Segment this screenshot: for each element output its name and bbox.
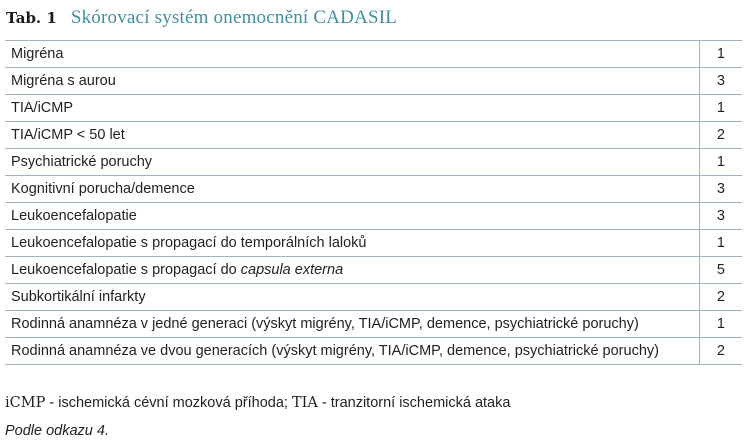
row-score: 3 — [699, 176, 742, 203]
row-score: 1 — [699, 149, 742, 176]
table-row — [5, 230, 742, 257]
table-row — [5, 95, 742, 122]
table-row — [5, 257, 742, 284]
row-score: 2 — [699, 284, 742, 311]
row-item: Subkortikální infarkty — [5, 284, 699, 311]
abbr-tia-definition: - tranzitorní ischemická ataka — [317, 395, 511, 411]
row-item: Rodinná anamnéza ve dvou generacích (výskyt migrény, TIA/iCMP, demence, psychiatrické poruchy) — [5, 338, 699, 365]
table-caption — [6, 7, 397, 29]
row-score: 1 — [699, 311, 742, 338]
row-item-italic-term: capsula externa — [240, 262, 344, 278]
table-row — [5, 176, 742, 203]
row-item: Kognitivní porucha/demence — [5, 176, 699, 203]
table-row — [5, 68, 742, 95]
abbreviations-footnote — [5, 395, 510, 411]
source-note: Podle odkazu 4. — [5, 423, 109, 439]
row-score: 1 — [699, 41, 742, 68]
row-score: 3 — [699, 68, 742, 95]
abbr-icmp: iCMP — [5, 395, 46, 411]
row-item — [5, 257, 699, 284]
table-row — [5, 41, 742, 68]
row-score: 2 — [699, 122, 742, 149]
row-score: 1 — [699, 230, 742, 257]
table-row — [5, 149, 742, 176]
table-row — [5, 338, 742, 365]
row-score: 5 — [699, 257, 742, 284]
row-item-text: Leukoencefalopatie s propagací do — [11, 262, 241, 278]
table-row — [5, 122, 742, 149]
table-row — [5, 203, 742, 230]
row-score: 1 — [699, 95, 742, 122]
row-item: Rodinná anamnéza v jedné generaci (výskyt migrény, TIA/iCMP, demence, psychiatrické poruchy) — [5, 311, 699, 338]
row-item: TIA/iCMP — [5, 95, 699, 122]
table-row — [5, 284, 742, 311]
row-score: 2 — [699, 338, 742, 365]
cadasil-score-table — [5, 40, 742, 365]
abbr-tia: TIA — [291, 395, 318, 411]
abbr-icmp-definition: - ischemická cévní mozková příhoda; — [45, 395, 292, 411]
row-item: Leukoencefalopatie — [5, 203, 699, 230]
row-item: Psychiatrické poruchy — [5, 149, 699, 176]
row-item: Migréna s aurou — [5, 68, 699, 95]
row-item: Migréna — [5, 41, 699, 68]
row-score: 3 — [699, 203, 742, 230]
table-row — [5, 311, 742, 338]
table-title: Skórovací systém onemocnění CADASIL — [70, 7, 398, 28]
row-item: TIA/iCMP < 50 let — [5, 122, 699, 149]
row-item: Leukoencefalopatie s propagací do temporálních laloků — [5, 230, 699, 257]
table-label: Tab. 1 — [6, 9, 57, 27]
